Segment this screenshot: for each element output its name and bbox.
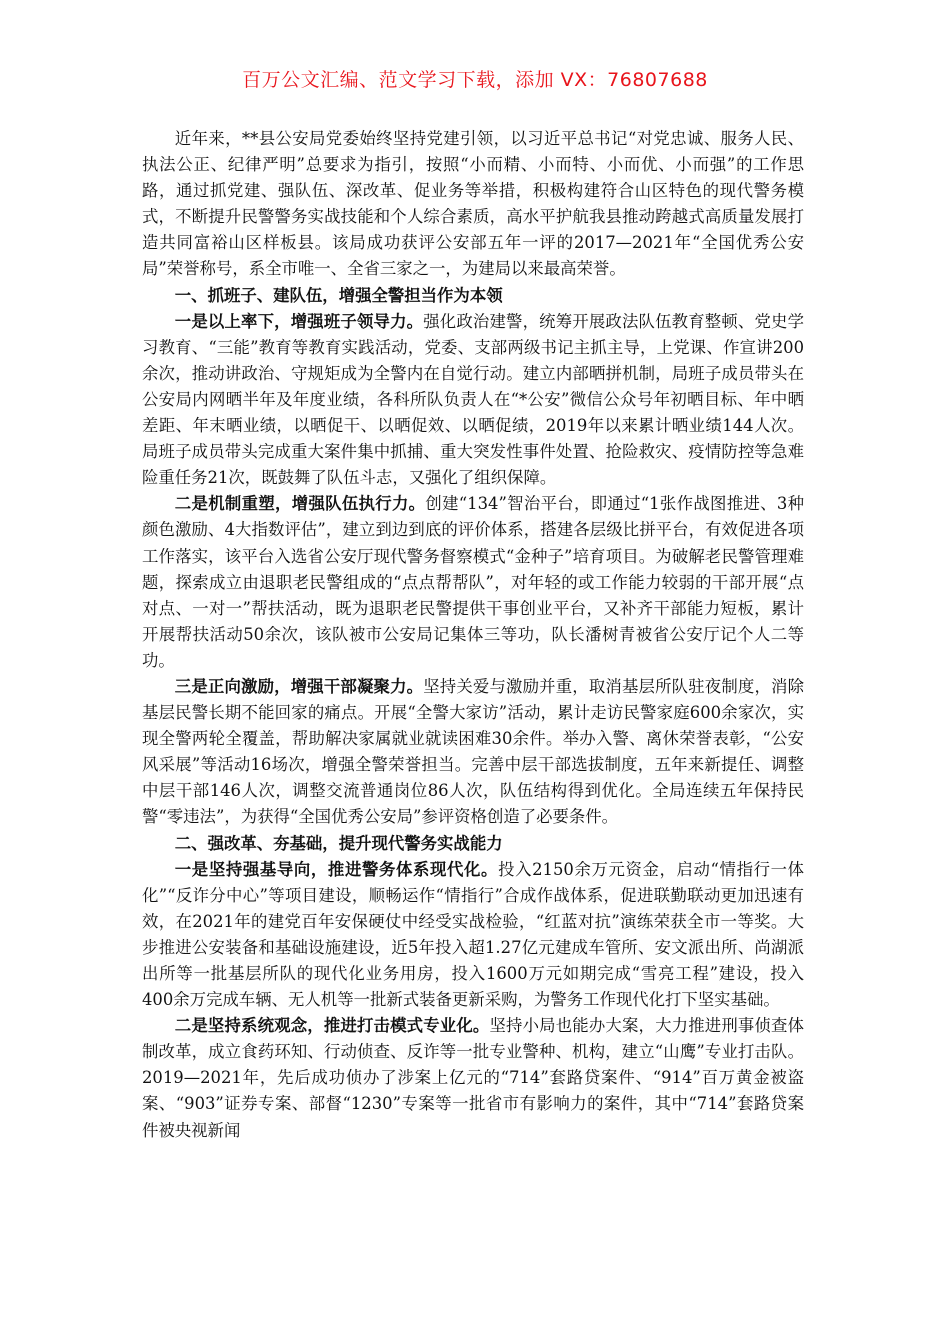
header-banner: 百万公文汇编、范文学习下载，添加 VX：76807688 (242, 69, 708, 91)
section-2-paragraph-2-text: 坚持小局也能办大案，大力推进刑事侦查体制改革，成立食药环知、行动侦查、反诈等一批专业警种、机构，建立“山鹰”专业打击队。2019—2021年，先后成功侦办了涉案上亿元的“714”套路贷案件、“914”百万黄金被盗案、“903”证券专案、部督“1230”专案等一批省市有影响力的案件，其中“714”套路贷案件被央视新闻 (142, 1016, 804, 1140)
intro-paragraph: 近年来，**县公安局党委始终坚持党建引领，以习近平总书记“对党忠诚、服务人民、执法公正、纪律严明”总要求为指引，按照“小而精、小而特、小而优、小而强”的工作思路，通过抓党建、强队伍、深改革、促业务等举措，积极构建符合山区特色的现代警务模式，不断提升民警警务实战技能和个人综合素质，高水平护航我县推动跨越式高质量发展打造共同富裕山区样板县。该局成功获评公安部五年一评的2017—2021年“全国优秀公安局”荣誉称号，系全市唯一、全省三家之一，为建局以来最高荣誉。 (142, 129, 804, 279)
section-1-paragraph-3-lead: 三是正向激励，增强干部凝聚力。 (174, 676, 424, 696)
section-2-paragraph-2-lead: 二是坚持系统观念，推进打击模式专业化。 (174, 1016, 490, 1036)
section-2-paragraph-1-text: 投入2150余万元资金，启动“情指行一体化”“反诈分中心”等项目建设，顺畅运作“情指行”合成作战体系，促进联勤联动更加迅速有效，在2021年的建党百年安保硬仗中经受实战检验，“红蓝对抗”演练荣获全市一等奖。大步推进公安装备和基础设施建设，近5年投入超1.27亿元建成车管所、安文派出所、尚湖派出所等一批基层所队的现代化业务用房，投入1600万元如期完成“雪亮工程”建设，投入400余万完成车辆、无人机等一批新式装备更新采购，为警务工作现代化打下坚实基础。 (142, 859, 805, 1010)
section-2-heading: 二、强改革、夯基础，提升现代警务实战能力 (174, 833, 503, 853)
section-1-paragraph-3 (142, 674, 804, 831)
section-2-paragraph-1 (142, 857, 804, 1014)
section-1-paragraph-1 (142, 309, 804, 492)
section-2-paragraph-2 (142, 1013, 804, 1143)
section-1-paragraph-1-text: 强化政治建警，统筹开展政法队伍教育整顿、党史学习教育、“三能”教育等教育实践活动，党委、支部两级书记主抓主导，上党课、作宣讲200余次，推动讲政治、守规矩成为全警内在自觉行动。建立内部晒拼机制，局班子成员带头在公安局内网晒半年及年度业绩，各科所队负责人在“*公安”微信公众号年初晒目标、年中晒差距、年末晒业绩，以晒促干、以晒促效、以晒促绩，2019年以来累计晒业绩144人次。局班子成员带头完成重大案件集中抓捕、重大突发性事件处置、抢险救灾、疫情防控等急难险重任务21次，既鼓舞了队伍斗志，又强化了组织保障。 (142, 311, 804, 488)
section-1-paragraph-2-lead: 二是机制重塑，增强队伍执行力。 (174, 494, 426, 514)
section-1-paragraph-3-text: 坚持关爱与激励并重，取消基层所队驻夜制度，消除基层民警长期不能回家的痛点。开展“全警大家访”活动，累计走访民警家庭600余家次，实现全警两轮全覆盖，帮助解决家属就业就读困难30余件。举办入警、离休荣誉表彰，“公安风采展”等活动16场次，增强全警荣誉担当。完善中层干部选拔制度，五年来新提任、调整中层干部146人次，调整交流普通岗位86人次，队伍结构得到优化。全局连续五年保持民警“零违法”，为获得“全国优秀公安局”参评资格创造了必要条件。 (142, 676, 804, 827)
section-1-paragraph-1-lead: 一是以上率下，增强班子领导力。 (174, 311, 424, 331)
section-2-paragraph-1-lead: 一是坚持强基导向，推进警务体系现代化。 (174, 859, 499, 879)
section-1-paragraph-2 (142, 491, 804, 674)
document-body (142, 126, 804, 1144)
section-1-heading: 一、抓班子、建队伍，增强全警担当作为本领 (174, 285, 503, 305)
section-1-paragraph-2-text: 创建“134”智治平台，即通过“1张作战图推进、3种颜色激励、4大指数评估”，建立到边到底的评价体系，搭建各层级比拼平台，有效促进各项工作落实，该平台入选省公安厅现代警务督察模式“金种子”培育项目。为破解老民警管理难题，探索成立由退职老民警组成的“点点帮帮队”，对年轻的或工作能力较弱的干部开展“点对点、一对一”帮扶活动，既为退职老民警提供干事创业平台，又补齐干部能力短板，累计开展帮扶活动50余次，该队被市公安局记集体三等功，队长潘树青被省公安厅记个人二等功。 (142, 494, 805, 670)
